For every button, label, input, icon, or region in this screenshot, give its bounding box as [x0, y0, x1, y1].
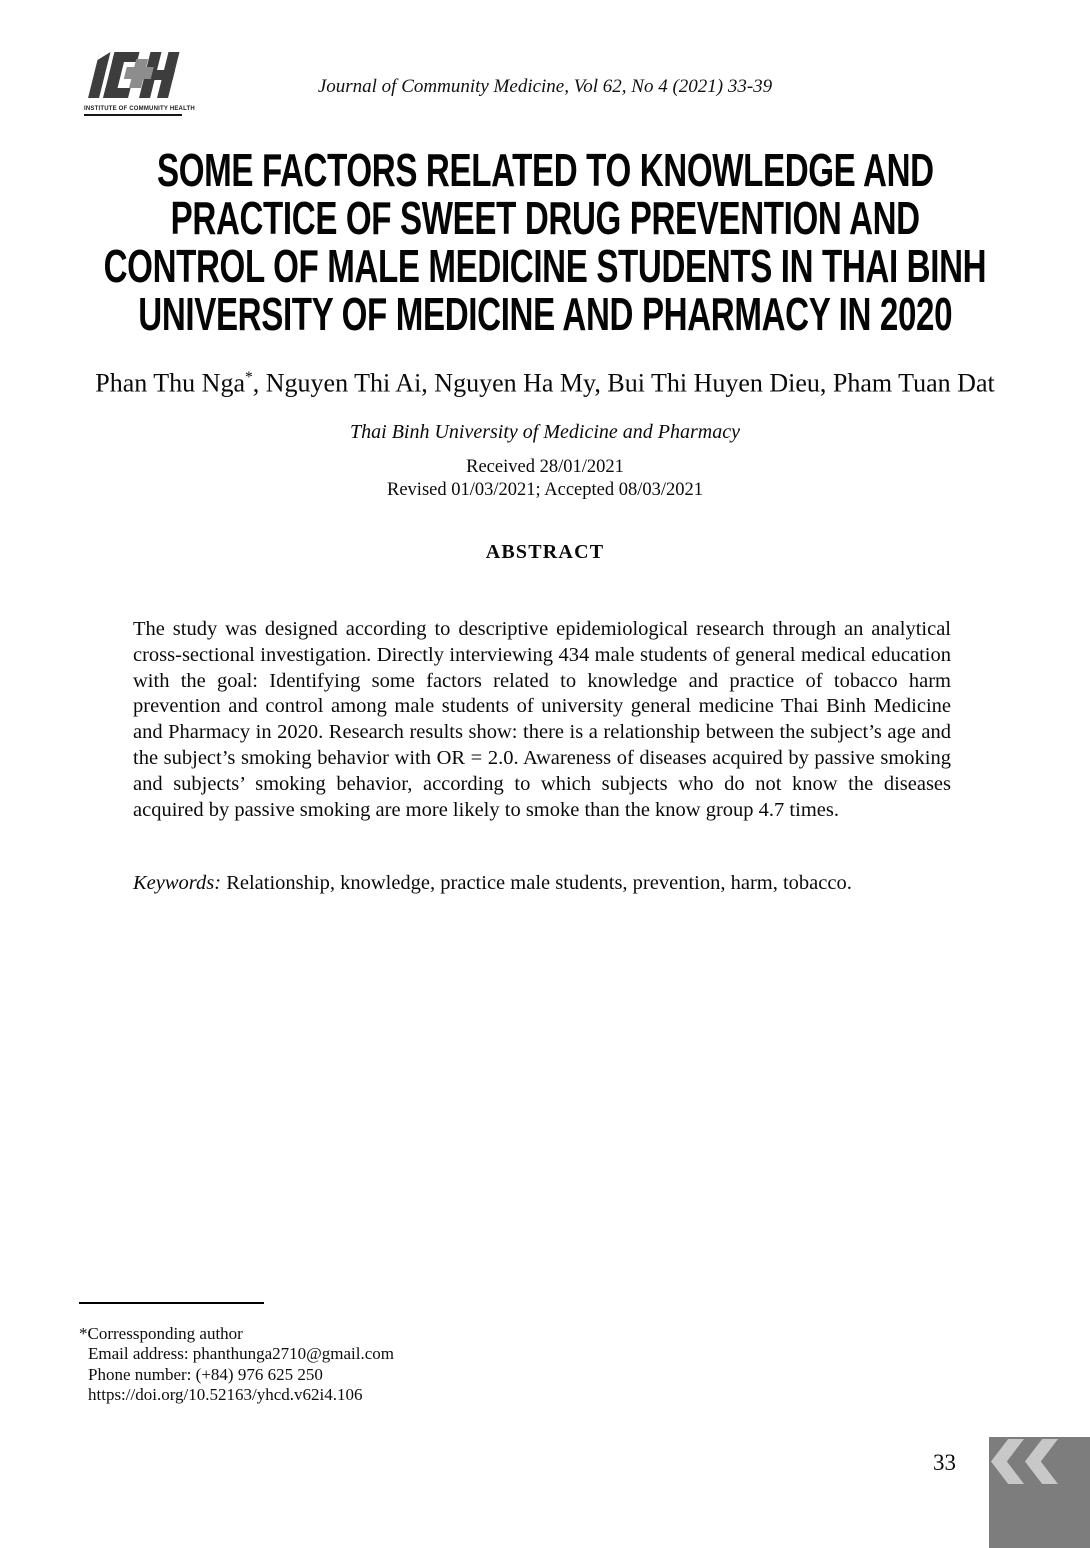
author-email: Email address: phanthunga2710@gmail.com	[88, 1344, 395, 1364]
affiliation: Thai Binh University of Medicine and Pharmacy	[350, 421, 740, 443]
title-line	[0, 194, 1090, 242]
title-line	[0, 290, 1090, 338]
article-title	[0, 146, 1090, 338]
institute-name: INSTITUTE OF COMMUNITY HEALTH	[84, 106, 182, 116]
title-line-text: PRACTICE OF SWEET DRUG PREVENTION AND	[170, 192, 920, 244]
footnote-divider	[79, 1302, 264, 1304]
title-line-text: CONTROL OF MALE MEDICINE STUDENTS IN THAI BINH	[103, 240, 987, 292]
footnote-block	[79, 1324, 394, 1405]
corresponding-author-marker: *	[244, 369, 253, 386]
title-line	[0, 242, 1090, 290]
title-line	[0, 146, 1090, 194]
corner-decoration	[989, 1437, 1090, 1548]
title-line-text: UNIVERSITY OF MEDICINE AND PHARMACY IN 2020	[138, 288, 952, 340]
chevron-left-icon	[991, 1439, 1024, 1484]
article-doi: https://doi.org/10.52163/yhcd.v62i4.106	[88, 1384, 363, 1404]
article-dates	[0, 456, 1090, 501]
journal-citation: Journal of Community Medicine, Vol 62, No 4 (2021) 33-39	[317, 76, 773, 97]
page-number: 33	[933, 1450, 956, 1475]
author-phone: Phone number: (+84) 976 625 250	[88, 1364, 323, 1384]
received-date: Received 28/01/2021	[466, 457, 624, 477]
first-author: Phan Thu Nga	[95, 368, 245, 398]
title-line-text: SOME FACTORS RELATED TO KNOWLEDGE AND	[156, 144, 934, 196]
keywords-line	[133, 872, 951, 895]
revised-accepted-date: Revised 01/03/2021; Accepted 08/03/2021	[387, 479, 703, 500]
chevron-left-icon	[1025, 1439, 1058, 1484]
other-authors: , Nguyen Thi Ai, Nguyen Ha My, Bui Thi Huyen Dieu, Pham Tuan Dat	[252, 368, 995, 398]
corresponding-author-note: *Corressponding author	[79, 1324, 243, 1343]
keywords-label: Keywords:	[133, 872, 222, 894]
authors-line	[0, 362, 1090, 400]
keywords-text: Relationship, knowledge, practice male students, prevention, harm, tobacco.	[221, 872, 852, 894]
abstract-body: The study was designed according to descriptive epidemiological research through an analytical cross-sectional investigation. Directly interviewing 434 male students of general medical education with the goal: Identifying some factors related to knowledge and practice of tobacco harm prevention and control among male students of university general medicine Thai Binh Medicine and Pharmacy in 2020. Research results show: there is a relationship between the subject’s age and the subject’s smoking behavior with OR = 2.0. Awareness of diseases acquired by passive smoking and subjects’ smoking behavior, according to which subjects who do not know the diseases acquired by passive smoking are more likely to smoke than the know group 4.7 times.	[133, 618, 951, 821]
abstract-heading: ABSTRACT	[485, 541, 605, 563]
